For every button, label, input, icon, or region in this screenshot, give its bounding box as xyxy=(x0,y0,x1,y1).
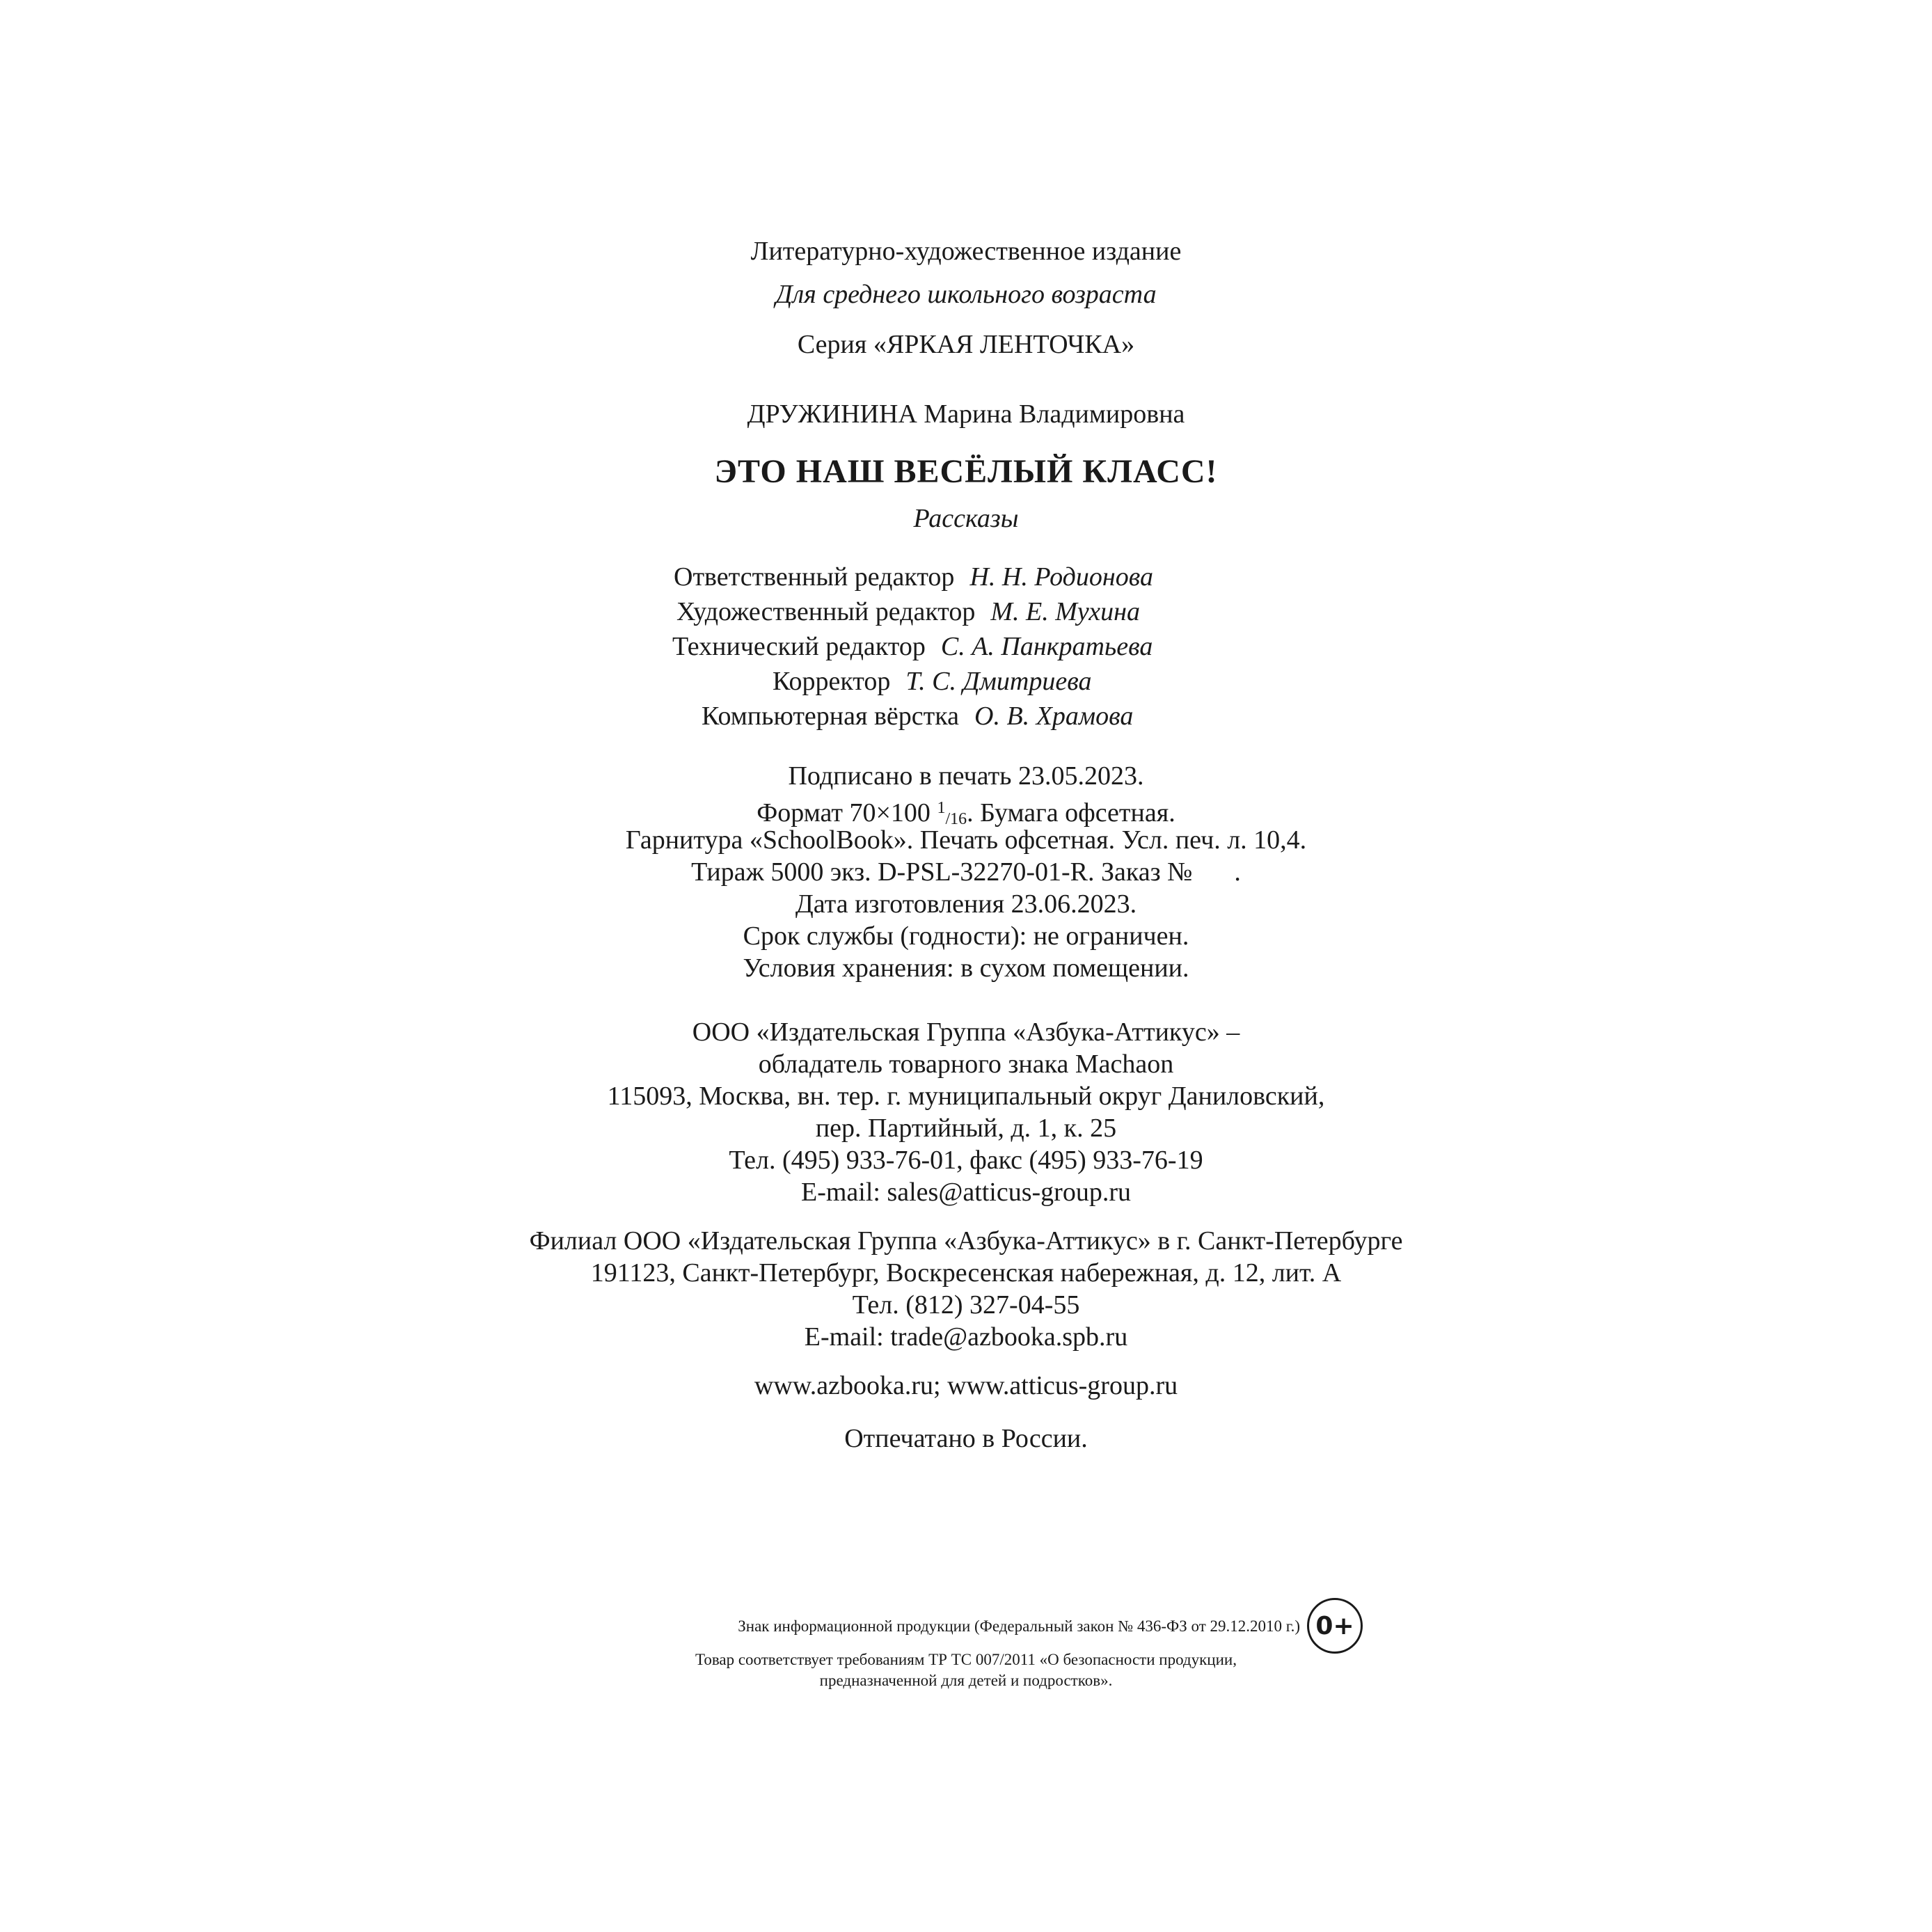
credit-proofreader xyxy=(773,665,1091,697)
branch-address: 191123, Санкт-Петербург, Воскресенская набережная, д. 12, лит. А xyxy=(590,1258,1342,1288)
compliance-line-2: предназначенной для детей и подростков». xyxy=(819,1672,1113,1689)
credit-role: Компьютерная вёрстка xyxy=(702,702,960,731)
publisher-trademark: обладатель товарного знака Machaon xyxy=(758,1050,1174,1079)
genre: Рассказы xyxy=(913,504,1019,533)
publisher-address: 115093, Москва, вн. тер. г. муниципальный округ Даниловский, xyxy=(607,1082,1325,1111)
age-rating-badge: 0+ xyxy=(1307,1598,1363,1654)
credit-role: Технический редактор xyxy=(672,632,926,661)
publisher-address-2: пер. Партийный, д. 1, к. 25 xyxy=(815,1114,1117,1143)
format-suffix: . Бумага офсетная. xyxy=(967,798,1175,828)
compliance-line-1: Товар соответствует требованиям ТР ТС 007/2011 «О безопасности продукции, xyxy=(695,1651,1237,1668)
format-numerator: 1 xyxy=(937,799,946,817)
printed-in: Отпечатано в России. xyxy=(844,1424,1088,1453)
publisher-phone: Тел. (495) 933-76-01, факс (495) 933-76-19 xyxy=(729,1146,1203,1175)
branch-email: E-mail: trade@azbooka.spb.ru xyxy=(804,1322,1128,1352)
credit-name: О. В. Храмова xyxy=(974,702,1134,731)
signed-to-print: Подписано в печать 23.05.2023. xyxy=(788,761,1144,791)
typeface-line: Гарнитура «SchoolBook». Печать офсетная. Усл. печ. л. 10,4. xyxy=(625,825,1307,855)
credit-chief-editor xyxy=(674,561,1153,593)
print-run-text: Тираж 5000 экз. D-PSL-32270-01-R. Заказ № xyxy=(691,857,1193,887)
credit-art-editor xyxy=(676,596,1140,628)
shelf-life: Срок службы (годности): не ограничен. xyxy=(743,921,1189,951)
print-run-line xyxy=(0,856,1932,888)
credit-tech-editor xyxy=(672,631,1153,663)
series: Серия «ЯРКАЯ ЛЕНТОЧКА» xyxy=(797,330,1135,359)
credit-name: Н. Н. Родионова xyxy=(969,562,1153,592)
format-denominator: /16 xyxy=(945,810,967,828)
branch-phone: Тел. (812) 327-04-55 xyxy=(852,1290,1080,1320)
edition-type: Литературно-художественное издание xyxy=(750,237,1182,266)
format-prefix: Формат 70×100 xyxy=(757,798,931,828)
audience: Для среднего школьного возраста xyxy=(775,280,1157,309)
credit-name: Т. С. Дмитриева xyxy=(905,667,1092,696)
author: ДРУЖИНИНА Марина Владимировна xyxy=(747,399,1185,429)
credit-role: Художественный редактор xyxy=(676,597,976,626)
credit-role: Корректор xyxy=(773,667,891,696)
info-product-mark: Знак информационной продукции (Федеральный закон № 436-ФЗ от 29.12.2010 г.) xyxy=(738,1617,1300,1635)
credit-name: С. А. Панкратьева xyxy=(940,632,1153,661)
credit-name: М. Е. Мухина xyxy=(990,597,1141,626)
book-title: ЭТО НАШ ВЕСЁЛЫЙ КЛАСС! xyxy=(714,453,1218,490)
publisher-email: E-mail: sales@atticus-group.ru xyxy=(801,1178,1131,1207)
manufacture-date: Дата изготовления 23.06.2023. xyxy=(795,889,1137,919)
credit-role: Ответственный редактор xyxy=(674,562,955,592)
storage-conditions: Условия хранения: в сухом помещении. xyxy=(743,953,1189,983)
publisher-name: ООО «Издательская Группа «Азбука-Аттикус» – xyxy=(692,1018,1240,1047)
branch-name: Филиал ООО «Издательская Группа «Азбука-Аттикус» в г. Санкт-Петербурге xyxy=(529,1226,1403,1256)
print-run-end: . xyxy=(1234,857,1241,887)
credit-layout xyxy=(702,700,1133,732)
websites: www.azbooka.ru; www.atticus-group.ru xyxy=(754,1371,1178,1400)
